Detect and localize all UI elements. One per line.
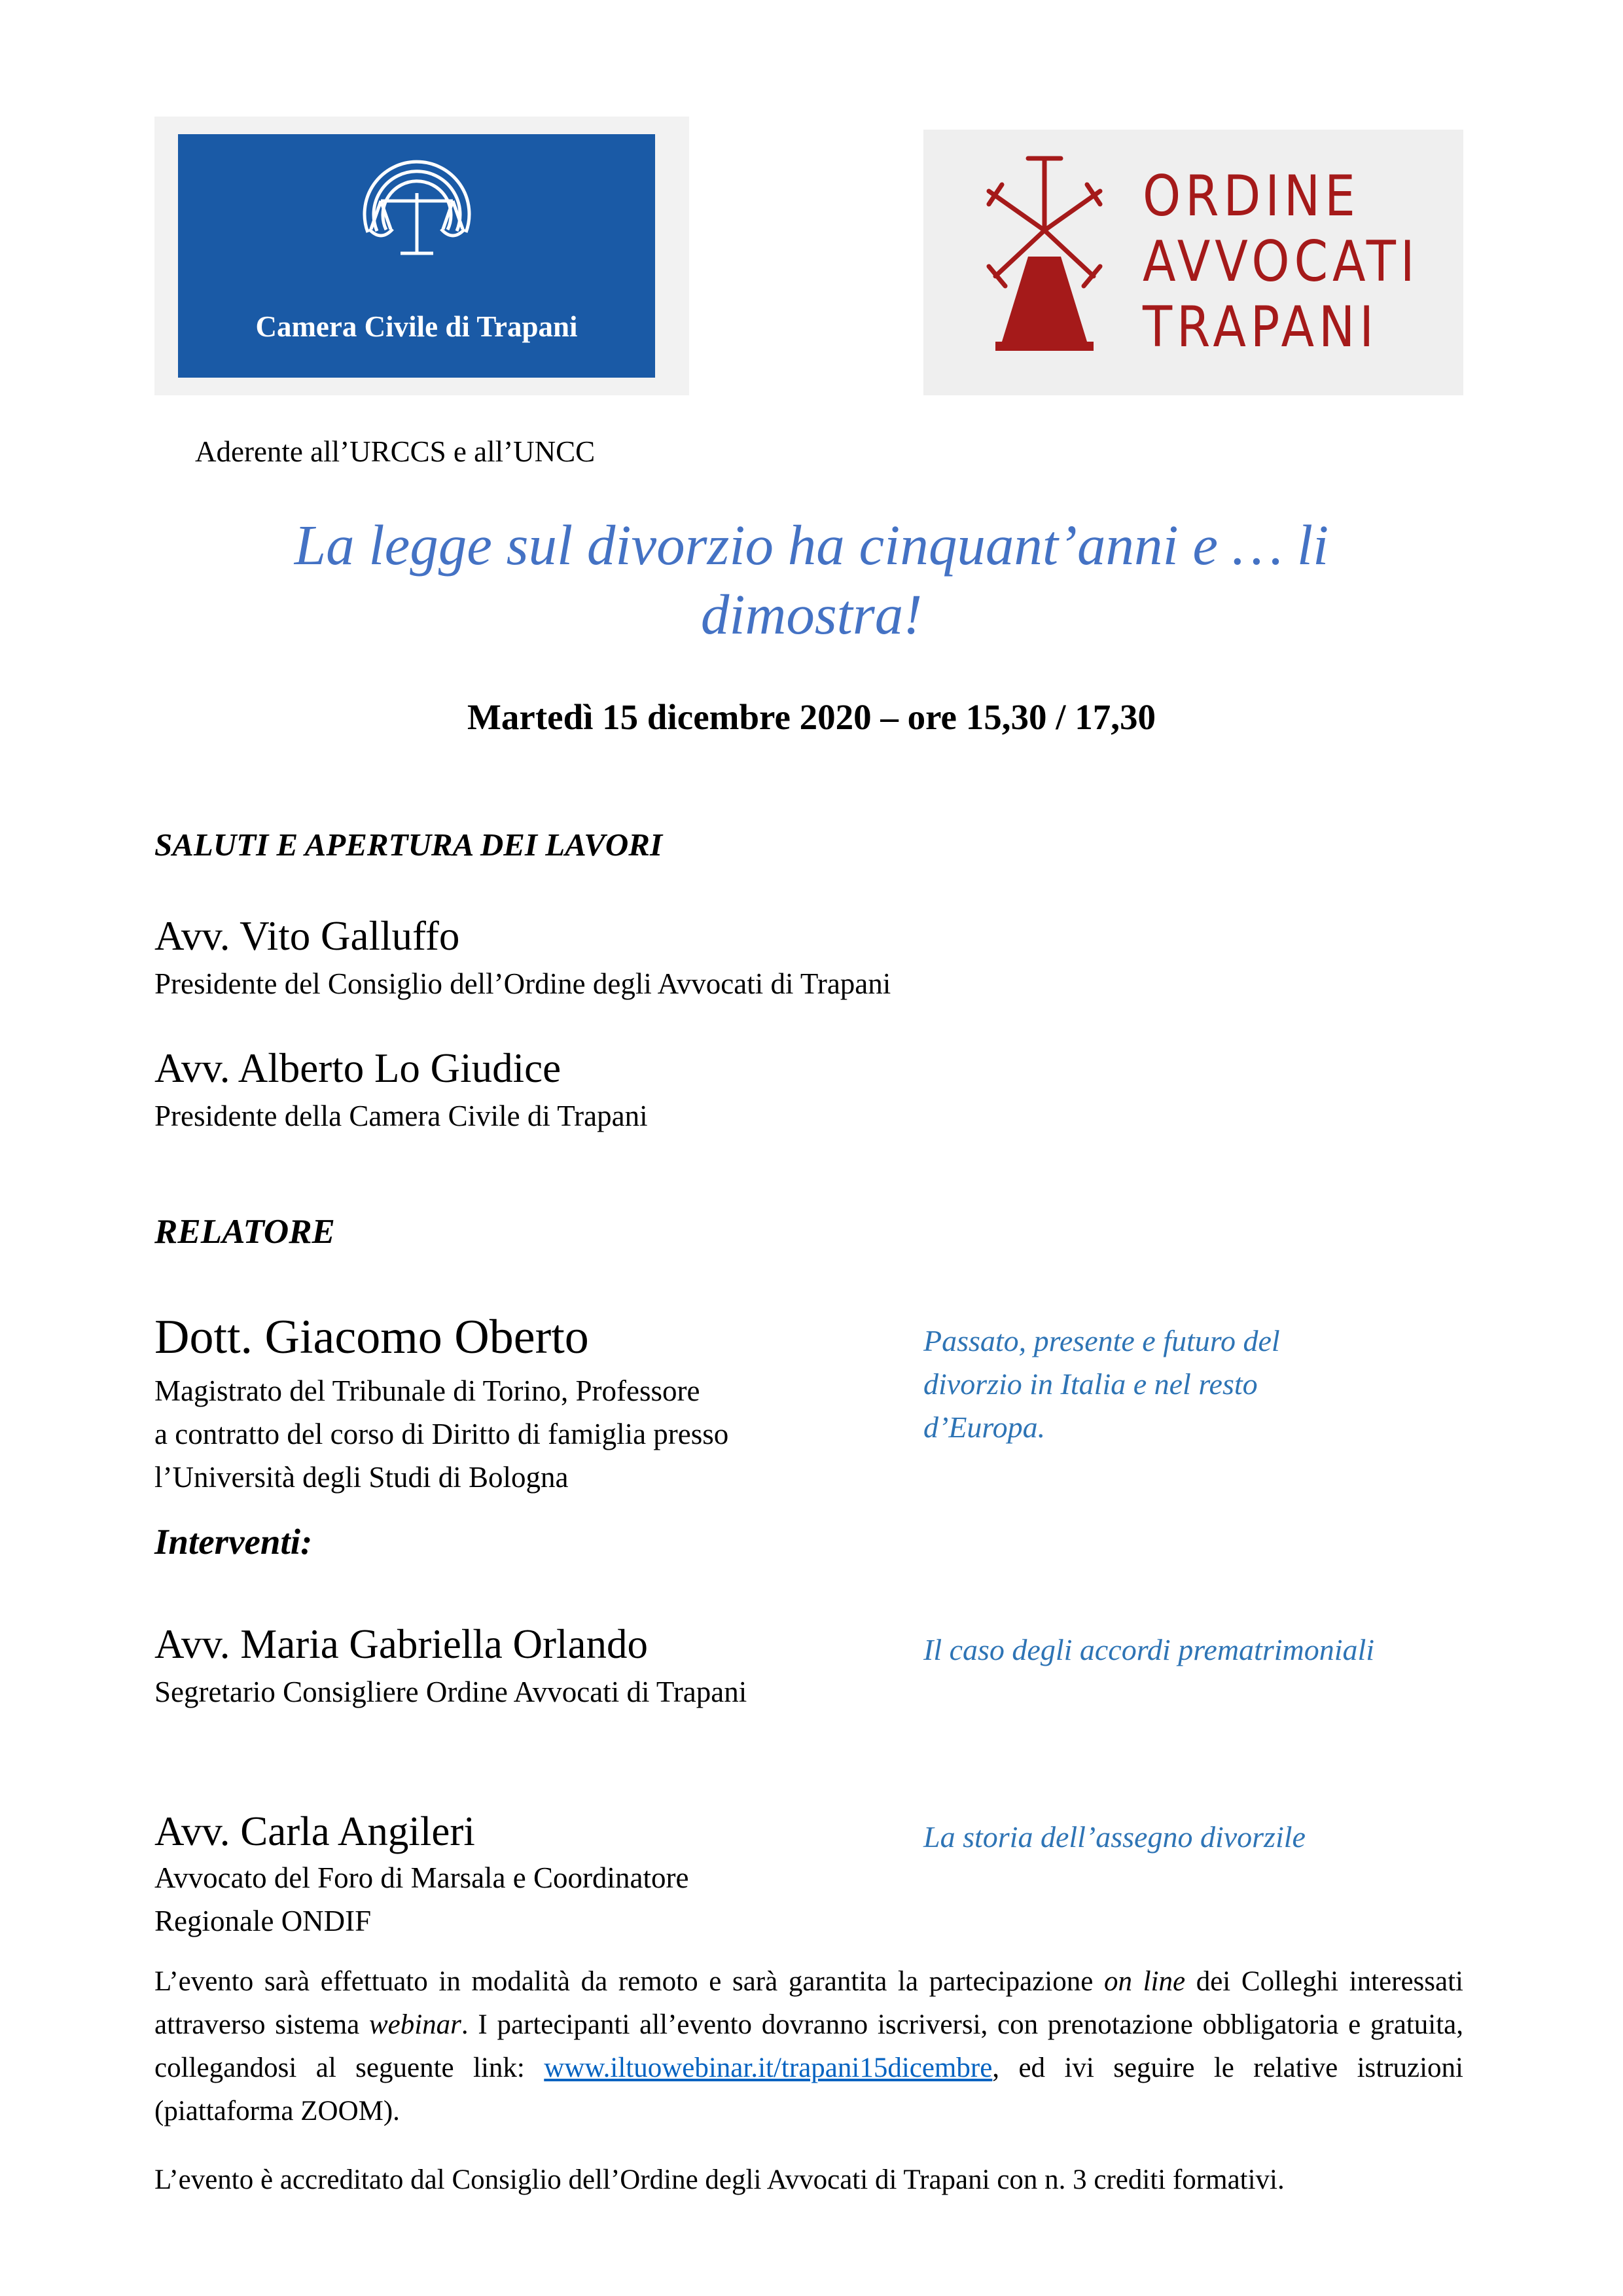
greeter-name-2: Avv. Alberto Lo Giudice	[154, 1045, 562, 1091]
logo-camera-civile-caption: Camera Civile di Trapani	[255, 310, 578, 343]
footer-webinar-term: webinar	[368, 2009, 461, 2040]
scales-of-justice-icon	[355, 147, 479, 272]
footer-paragraph	[154, 1960, 1463, 2133]
intervener-name-2: Avv. Carla Angileri	[154, 1808, 475, 1854]
footer-text-c: . I partecipanti all’evento dovranno iscriversi, con prenotazione obbligatoria e gratuita, collegandosi al seguente link:	[154, 2009, 1463, 2083]
footer-text-a: L’evento sarà effettuato in modalità da remoto e sarà garantita la partecipazione	[154, 1966, 1104, 1997]
wordmark-line-trapani: TRAPANI	[1143, 295, 1378, 360]
main-speaker-role-line-1: Magistrato del Tribunale di Torino, Professore	[154, 1374, 700, 1407]
greeter-name-1: Avv. Vito Galluffo	[154, 913, 460, 959]
logo-ordine-avvocati	[923, 130, 1463, 395]
intervener-role-1-line-1: Segretario Consigliere Ordine Avvocati di Trapani	[154, 1676, 747, 1708]
main-speaker-topic-line-1: Passato, presente e futuro del	[923, 1324, 1280, 1357]
main-speaker-role-line-3: l’Università degli Studi di Bologna	[154, 1461, 569, 1494]
footer-accreditation-text: L’evento è accreditato dal Consiglio dell’Ordine degli Avvocati di Trapani con n. 3 crediti formativi.	[154, 2164, 1285, 2195]
registration-link[interactable]: www.iltuowebinar.it/trapani15dicembre	[544, 2053, 993, 2083]
main-speaker-name: Dott. Giacomo Oberto	[154, 1310, 589, 1364]
main-speaker-topic-line-2: divorzio in Italia e nel resto	[923, 1367, 1258, 1401]
greeter-role-2: Presidente della Camera Civile di Trapani	[154, 1100, 648, 1132]
footer-text-b: dei Colleghi interessati attraverso sistema	[154, 1966, 1463, 2040]
footer-text-d: , ed ivi seguire le relative istruzioni (piattaforma ZOOM).	[154, 2053, 1463, 2126]
intervener-name-1: Avv. Maria Gabriella Orlando	[154, 1621, 648, 1667]
greeter-role-1: Presidente del Consiglio dell’Ordine degli Avvocati di Trapani	[154, 967, 891, 1000]
intervener-role-2-line-1: Avvocato del Foro di Marsala e Coordinatore	[154, 1861, 689, 1894]
affiliation-text: Aderente all’URCCS e all’UNCC	[195, 435, 596, 468]
wordmark-line-avvocati: AVVOCATI	[1143, 229, 1419, 295]
intervener-topic-1: Il caso degli accordi prematrimoniali	[923, 1633, 1375, 1666]
logo-camera-civile	[154, 117, 689, 395]
title-line-1: La legge sul divorzio ha cinquant’anni e … li	[294, 513, 1329, 577]
wordmark-line-ordine: ORDINE	[1143, 164, 1360, 229]
section-interventions-heading: Interventi:	[154, 1522, 313, 1562]
event-date-line: Martedì 15 dicembre 2020 – ore 15,30 / 17,30	[467, 697, 1156, 737]
main-speaker-role-line-2: a contratto del corso di Diritto di famiglia presso	[154, 1418, 729, 1450]
title-line-2: dimostra!	[700, 583, 923, 646]
section-greetings-heading: SALUTI E APERTURA DEI LAVORI	[154, 827, 663, 863]
windmill-icon	[976, 145, 1113, 361]
section-speaker-heading: RELATORE	[154, 1213, 335, 1251]
main-speaker-topic-line-3: d’Europa.	[923, 1410, 1046, 1444]
intervener-topic-2: La storia dell’assegno divorzile	[923, 1820, 1306, 1854]
intervener-role-2-line-2: Regionale ONDIF	[154, 1905, 372, 1937]
footer-online-term: on line	[1103, 1966, 1186, 1997]
logo-ordine-avvocati-wordmark	[1143, 164, 1419, 360]
logo-camera-civile-panel	[178, 134, 655, 378]
